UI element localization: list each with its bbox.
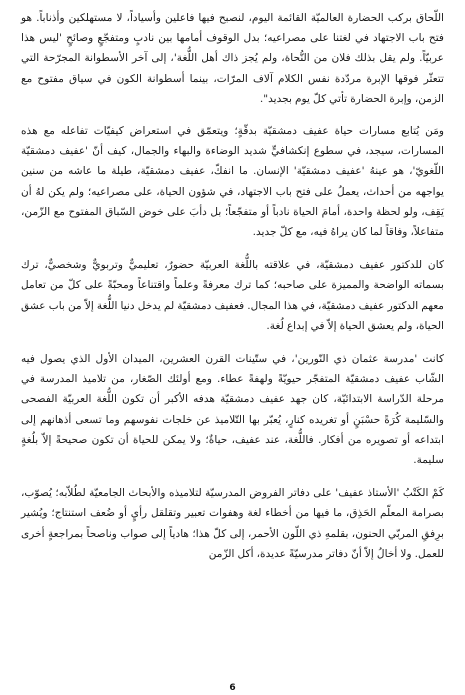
paragraph-2: ومَن يُتابع مسارات حياة عفيف دمشقيّة بدقّةٍ؛ ويتعمّق في استعراض كيفيّات تفاعله مع هذه المسارات، سيجد، في سطوع إنكشافيٍّ شديد الوضاءة والبهاء والجمال، كيف أنّ 'عفيف دمشقيّة اللّغويّ'، هو عينهُ 'عفيف دمشقيّة' الإنسان. ما انفكّ، عفيف دمشقيّة، طيلة ما عاشه من سنين يواجهه من أحداث، يعملُ على فتح باب الاجتهاد، في شؤون الحياة، على مصراعيه؛ ولم يكن لهُ أن يَقِف، ولو لحظة واحدة، أمامَ الحياة نادباً أو متفجّعاً؛ بل دأبَ على خوض السّباق المفتوح مع الزّمن، متفاعلاً، وفاقاً لما كان يراهُ فيه، مع كلّ جديد. (21, 125, 444, 239)
paragraph-5: كَمْ الكَتْبُ 'الأستاذ عفيف' على دفاتر الفروض المدرسيّة لتلاميذه والأبحاث الجامعيّة لطُلاّبه؛ يُصوّب، بصرامة المعلّم الحَذِق، ما فيها من أخطاء لغة وهفوات تعبير وتقلقل رأيٍ أو ضُعف استنتاج؛ ويُشير برِفقِ المربّي الحنون، بقلمهِ ذي اللّون الأحمر، إلى كلّ هذا؛ هادياً إلى صواب وناصحاً بمراجعةٍ أخرى للعمل. ولا أخالُ إلاّ أنّ دفاتر مدرسيّةً عديدة، أكل الزّمن (21, 487, 444, 560)
page-number: 6 (229, 683, 236, 693)
document-page (21, 8, 444, 674)
paragraph-3: كان للدكتور عفيف دمشقيّة، في علاقته باللُّغة العربيّة حضورٌ، تعليميٌّ وتربويٌّ وشخصيٌّ، ترك بسماته الواضحة والمميزة على صاحبه؛ كما ترك معرفةً وعلماً واقتناعاً ومحبّةً على كلّ من تعامل معهم الدكتور عفيف دمشقيّة، في هذا المجال. فعفيف دمشقيّة لم يدخل دنيا اللُّغة إلاّ من باب عشق الحياة، ولم يعشق الحياة إلاّ في إبداع لُغة. (21, 259, 444, 332)
paragraph-1: اللّحاق بركب الحضارة العالميّة القائمة اليوم، لنصبح فيها فاعلين وأسياداً، لا مستهلكين وأذناباً. هو فتح باب الاجتهاد في لغتنا على مصراعيه؛ بدل الوقوف أمامها بين نادبٍ ومتفجّعٍ وصائحٍ 'ليس هذا عربيّاً. ولم يقل بذلك فلان من النُّحاة، ولم يُجز ذاك أهل اللُّغة'، إلى آخر الأسطوانة المجرّحة التي تتعثّر فوقها الإبرة مردّدة نفس الكلام آلاف المرّات، بينما أسطوانة الكون في سياق مفتوح مع الزمن، وإبرة الحضارة تأتي كلّ يوم بجديد". (21, 12, 444, 105)
paragraph-4: كانت 'مدرسة عثمان ذي النّورين'، في ستّينات القرن العشرين، الميدان الأول الذي يصول فيه الشّاب عفيف دمشقيّة المتفجّر حيويّةً ولهفةً عطاء. ومع أولئك الصّغار، من تلاميذ المدرسة في مرحلة الدّراسة الابتدائيّة، كان جهد عفيف دمشقيّة هدفه الأكبر أن تكون اللُّغة العربيّة الفصحى والسّليمة كُرَةً حسْبَنٍ أو تغريده كنارٍ، يُعبّر بها التّلاميذ عن خلجات نفوسهم وما تسعى أذهانهم إلى ابتداعه أو تصويره من أفكار. فاللُّغة، عند عفيف، حياةٌ؛ ولا يمكن للحياة أن تكون صحيحةً إلاّ بلُغةٍ سليمة. (21, 353, 444, 467)
